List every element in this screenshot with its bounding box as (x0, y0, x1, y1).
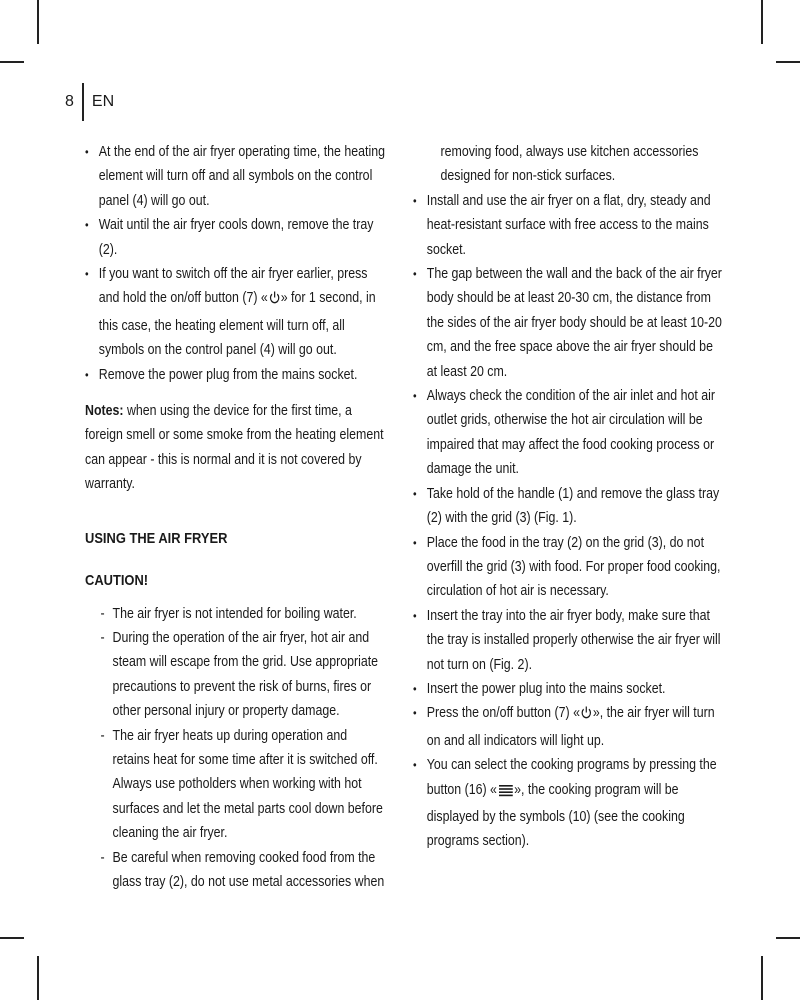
list-item: • Place the food in the tray (2) on the grid (3), do not overfill the grid (3) with food. For proper food cooking, circulation of hot air is necessary. (413, 531, 723, 604)
list-item: • Always check the condition of the air inlet and hot air outlet grids, otherwise the hot air circulation will be impaired that may affect the food cooking process or damage the unit. (413, 384, 723, 482)
list-item (413, 701, 723, 753)
caution-list (85, 602, 386, 895)
list-item: - The air fryer is not intended for boiling water. (85, 602, 386, 626)
list-item: • Insert the power plug into the mains socket. (413, 677, 723, 701)
notes-paragraph (85, 399, 386, 497)
list-item (413, 753, 723, 854)
page-number: 8 (65, 93, 74, 110)
notes-label: Notes: (85, 403, 124, 420)
section-title: USING THE AIR FRYER (85, 529, 228, 547)
list-item: • Take hold of the handle (1) and remove the glass tray (2) with the grid (3) (Fig. 1). (413, 482, 723, 531)
menu-icon (498, 781, 513, 805)
caution-heading: CAUTION! (85, 572, 149, 590)
list-item-text: », the cooking program will be displayed by the symbols (10) (see the cooking programs section). (426, 781, 685, 850)
list-item: - Be careful when removing cooked food from the glass tray (2), do not use metal accessories when (85, 846, 386, 895)
list-item: - During the operation of the air fryer, hot air and steam will escape from the grid. Use appropriate precautions to prevent the risk of burns, fires or other personal injury or property damage. (85, 626, 386, 724)
list-item-text: You can select the cooking programs by pressing the button (16) « (426, 757, 717, 798)
operation-end-list (85, 140, 386, 387)
list-item-text: If you want to switch off the air fryer earlier, press and hold the on/off button (7) « (98, 266, 368, 307)
crop-mark-top-left-h (0, 61, 24, 63)
crop-mark-bottom-right-v (761, 956, 763, 1000)
crop-mark-top-right-h (776, 61, 800, 63)
crop-mark-bottom-left-h (0, 937, 24, 939)
crop-mark-bottom-left-v (37, 956, 39, 1000)
list-item: - The air fryer heats up during operation and retains heat for some time after it is switched off. Always use potholders when working with hot surfaces and let the metal parts cool down before cleaning the air fryer. (85, 724, 386, 846)
page-header (65, 82, 114, 122)
power-icon (269, 289, 280, 313)
caution-continuation: removing food, always use kitchen accessories designed for non-stick surfaces. (440, 144, 699, 185)
left-column (85, 140, 386, 894)
notes-text: when using the device for the first time, a foreign smell or some smoke from the heating element can appear - this is normal and it is not covered by warranty. (85, 403, 384, 493)
instructions-list (413, 189, 723, 854)
list-item-text: » for 1 second, in this case, the heating element will turn off, all symbols on the control panel (4) will go out. (98, 290, 376, 359)
crop-mark-bottom-right-h (776, 937, 800, 939)
list-item: • Insert the tray into the air fryer body, make sure that the tray is installed properly otherwise the air fryer will not turn on (Fig. 2). (413, 604, 723, 677)
list-item-text: Press the on/off button (7) « (426, 705, 580, 722)
power-icon (581, 704, 592, 728)
list-item: • The gap between the wall and the back of the air fryer body should be at least 20-30 cm, the distance from the sides of the air fryer body should be at least 10-20 cm, and the free space above the air fryer should be at least 20 cm. (413, 262, 723, 384)
crop-mark-top-right-v (761, 0, 763, 44)
crop-mark-top-left-v (37, 0, 39, 44)
list-item: • At the end of the air fryer operating time, the heating element will turn off and all symbols on the control panel (4) will go out. (85, 140, 386, 213)
list-item: • Wait until the air fryer cools down, remove the tray (2). (85, 213, 386, 262)
list-item-text: », the air fryer will turn on and all indicators will light up. (426, 705, 715, 749)
right-column (413, 140, 723, 854)
list-item: • Remove the power plug from the mains socket. (85, 363, 386, 387)
list-item (85, 262, 386, 363)
list-item: • Install and use the air fryer on a flat, dry, steady and heat-resistant surface with free access to the mains socket. (413, 189, 723, 262)
language-label: EN (91, 93, 115, 110)
